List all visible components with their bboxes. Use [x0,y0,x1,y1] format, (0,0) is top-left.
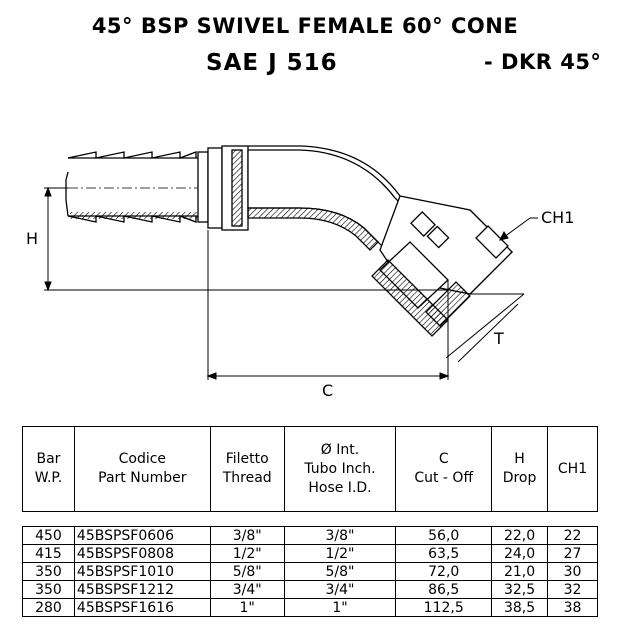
cell-drop: 21,0 [492,563,548,581]
standard-title: SAE J 516 [206,50,338,76]
cell-drop: 38,5 [492,599,548,617]
header-cut-off: C Cut - Off [396,427,492,512]
fitting-drawing [0,80,640,410]
cell-bar: 415 [23,545,75,563]
ch1-label: CH1 [541,208,575,227]
cell-hose-id: 1" [284,599,396,617]
cell-bar: 280 [23,599,75,617]
cell-drop: 22,0 [492,527,548,545]
table-row [23,545,598,563]
hose-tail [66,152,208,222]
cell-part-number: 45BSPSF0808 [74,545,210,563]
table-row [23,527,598,545]
t-label: T [494,329,504,348]
spacer-row [23,512,598,527]
cell-cut-off: 63,5 [396,545,492,563]
page-title: 45° BSP SWIVEL FEMALE 60° CONE [91,14,519,38]
cell-hose-id: 3/8" [284,527,396,545]
cell-thread: 5/8" [210,563,284,581]
cell-thread: 3/4" [210,581,284,599]
cell-cut-off: 86,5 [396,581,492,599]
c-label: C [322,381,334,400]
collar [198,146,248,230]
cell-part-number: 45BSPSF1212 [74,581,210,599]
cell-bar: 350 [23,563,75,581]
cell-cut-off: 56,0 [396,527,492,545]
cell-part-number: 45BSPSF1010 [74,563,210,581]
table-row [23,563,598,581]
spec-table [22,426,598,617]
cell-ch1: 38 [548,599,598,617]
cell-thread: 1" [210,599,284,617]
header-ch1: CH1 [548,427,598,512]
header-part-number: Codice Part Number [74,427,210,512]
header-bar: Bar W.P. [23,427,75,512]
cell-part-number: 45BSPSF1616 [74,599,210,617]
cell-cut-off: 112,5 [396,599,492,617]
cell-drop: 24,0 [492,545,548,563]
cell-hose-id: 5/8" [284,563,396,581]
header-thread: Filetto Thread [210,427,284,512]
header-row [23,427,598,512]
cell-cut-off: 72,0 [396,563,492,581]
cell-ch1: 22 [548,527,598,545]
cell-thread: 1/2" [210,545,284,563]
cell-hose-id: 3/4" [284,581,396,599]
cell-part-number: 45BSPSF0606 [74,527,210,545]
header-hose-id: Ø Int. Tubo Inch. Hose I.D. [284,427,396,512]
cell-thread: 3/8" [210,527,284,545]
cell-ch1: 27 [548,545,598,563]
cell-ch1: 32 [548,581,598,599]
ch1-leader [500,218,538,240]
cell-bar: 450 [23,527,75,545]
h-label: H [26,229,39,248]
cell-ch1: 30 [548,563,598,581]
cell-bar: 350 [23,581,75,599]
table-row [23,599,598,617]
model-suffix: - DKR 45° [484,50,602,74]
cell-drop: 32,5 [492,581,548,599]
header-drop: H Drop [492,427,548,512]
table-row [23,581,598,599]
cell-hose-id: 1/2" [284,545,396,563]
